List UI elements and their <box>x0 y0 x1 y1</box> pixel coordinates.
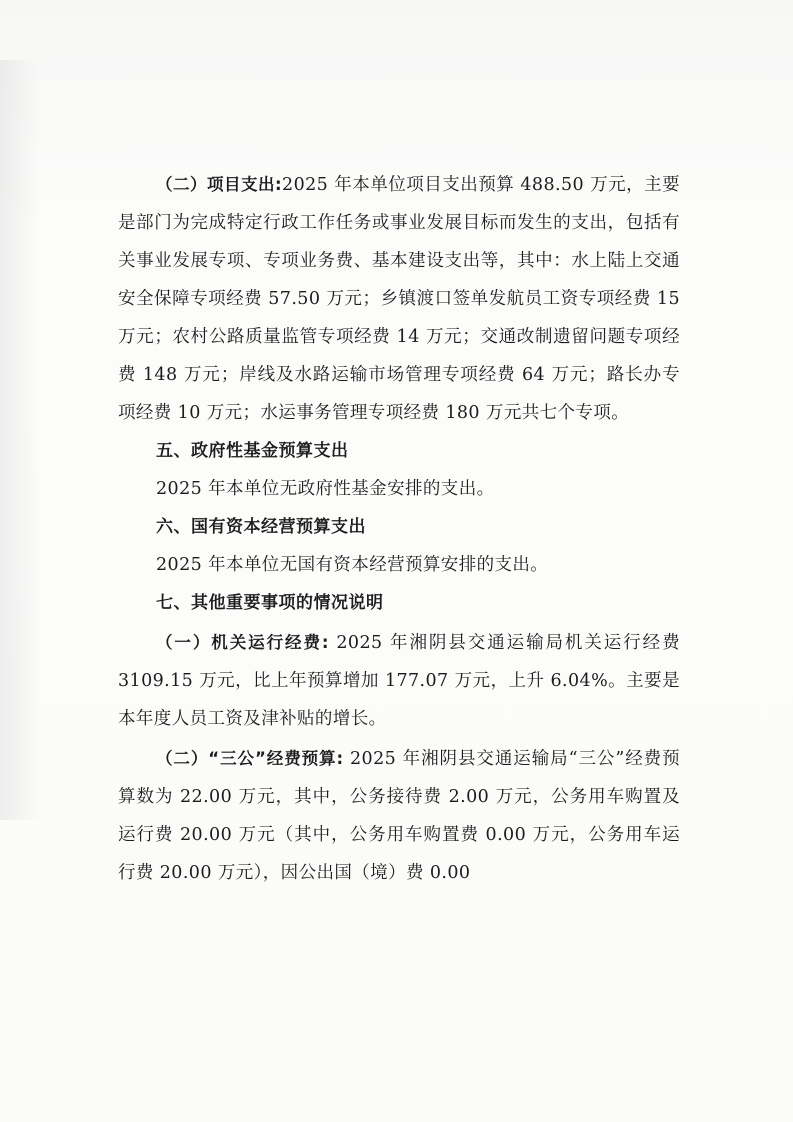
project-expenditure-text: 2025 年本单位项目支出预算 488.50 万元，主要是部门为完成特定行政工作任务或事业发展目标而发生的支出，包括有关事业发展专项、专项业务费、基本建设支出等，其中：水上陆上交通安全保障专项经费 57.50 万元；乡镇渡口签单发航员工资专项经费 15 万元；农村公路质量监管专项经费 14 万元；交通改制遗留问题专项经费 148 万元；岸线及水路运输市场管理专项经费 64 万元；路长办专项经费 10 万元；水运事务管理专项经费 180 万元共七个专项。 <box>118 175 680 423</box>
heading-other-matters: 七、其他重要事项的情况说明 <box>156 593 384 613</box>
paragraph-state-capital: 2025 年本单位无国有资本经营预算安排的支出。 <box>156 555 549 575</box>
paragraph-operating-expenses <box>118 624 680 738</box>
paragraph-project-expenditure <box>118 166 680 432</box>
operating-expenses-text: 2025 年湘阴县交通运输局机关运行经费 3109.15 万元，比上年预算增加 177.07 万元，上升 6.04%。主要是本年度人员工资及津补贴的增长。 <box>118 633 680 729</box>
heading-state-capital: 六、国有资本经营预算支出 <box>156 517 366 537</box>
three-public-expenses-lead: （二）“三公”经费预算: <box>156 749 344 768</box>
paragraph-three-public-expenses <box>118 740 680 892</box>
paragraph-government-fund: 2025 年本单位无政府性基金安排的支出。 <box>156 479 495 499</box>
three-public-expenses-text: 2025 年湘阴县交通运输局“三公”经费预算数为 22.00 万元，其中，公务接待费 2.00 万元，公务用车购置及运行费 20.00 万元（其中，公务用车购置费 0.00 万元，公务用车运行费 20.00 万元），因公出国（境）费 0.00 <box>118 749 680 883</box>
document-body <box>118 166 680 892</box>
heading-government-fund: 五、政府性基金预算支出 <box>156 441 349 461</box>
project-expenditure-lead: （二）项目支出: <box>156 175 283 194</box>
operating-expenses-lead: （一）机关运行经费: <box>156 633 329 652</box>
scan-shadow <box>0 60 40 820</box>
